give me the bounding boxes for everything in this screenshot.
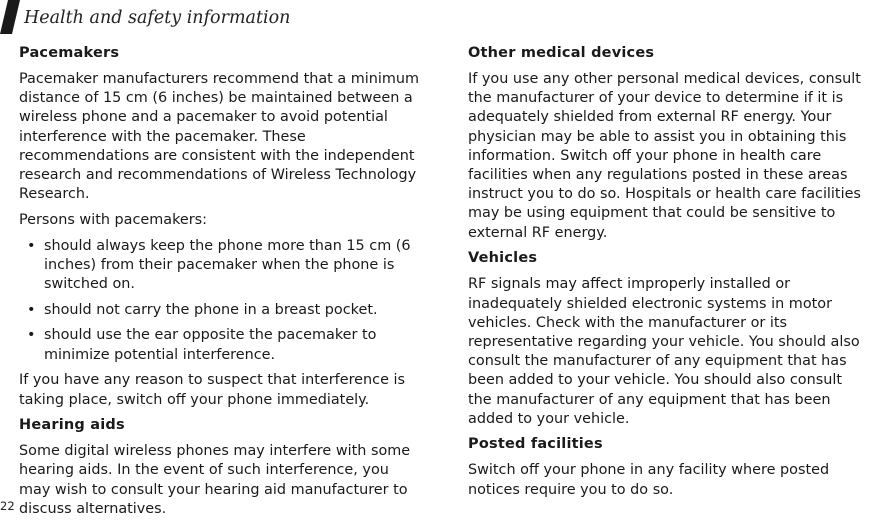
bullet-icon: • [27,301,36,318]
vehicles-body: RF signals may affect improperly installed or inadequately shielded electronic systems in motor vehicles. Check with the manufacturer or its representative regarding your vehicle. You should also consult the manufacturer of any equipment that has been added to your vehicle. You should also consult the manufacturer of any equipment that has been added to your vehicle. [468,276,860,427]
posted-facilities-body: Switch off your phone in any facility where posted notices require you to do so. [468,462,830,498]
heading-posted-facilities: Posted facilities [468,436,603,453]
page-number: 22 [0,499,15,513]
pacemakers-closing: If you have any reason to suspect that interference is taking place, switch off your phone immediately. [19,372,405,408]
section-vehicles [468,249,870,429]
bullet-icon: • [27,237,36,254]
section-pacemakers [19,44,423,410]
heading-other-medical-devices: Other medical devices [468,45,655,61]
list-item [19,237,423,295]
section-posted-facilities [468,435,870,499]
hearing-aids-body: Some digital wireless phones may interfere with some hearing aids. In the event of such interference, you may wish to consult your hearing aid manufacturer to discuss alternatives. [19,443,411,517]
left-column [19,44,423,526]
bullet-icon: • [27,327,36,344]
list-item [19,326,423,364]
section-hearing-aids [19,416,423,519]
other-medical-body: If you use any other personal medical devices, consult the manufacturer of your device to determine if it is adequately shielded from external RF energy. Your physician may be able to assist you in obtaining this information. Switch off your phone in health care facilities when any regulations posted in these areas instruct you to do so. Hospitals or health care facilities may be using equipment that could be sensitive to external RF energy. [468,71,861,241]
right-column [468,44,870,506]
list-item [19,301,423,320]
bullet-text: should always keep the phone more than 15 cm (6 inches) from their pacemaker when the phone is switched on. [44,237,411,293]
heading-hearing-aids: Hearing aids [19,417,125,434]
bullet-text: should not carry the phone in a breast pocket. [44,301,378,318]
page-header-title: Health and safety information [24,8,291,28]
heading-vehicles: Vehicles [468,250,538,267]
heading-pacemakers: Pacemakers [19,45,120,61]
pacemakers-persons-label: Persons with pacemakers: [19,211,208,228]
bullet-text: should use the ear opposite the pacemaker to minimize potential interference. [44,327,377,363]
header-accent-bar [0,0,20,34]
pacemakers-intro: Pacemaker manufacturers recommend that a minimum distance of 15 cm (6 inches) be maintained between a wireless phone and a pacemaker to avoid potential interference with the pacemaker. These recommendations are consistent with the independent research and recommendations of Wireless Technology Research. [19,71,420,203]
section-other-medical-devices [468,44,870,243]
pacemakers-bullet-list [19,237,423,365]
